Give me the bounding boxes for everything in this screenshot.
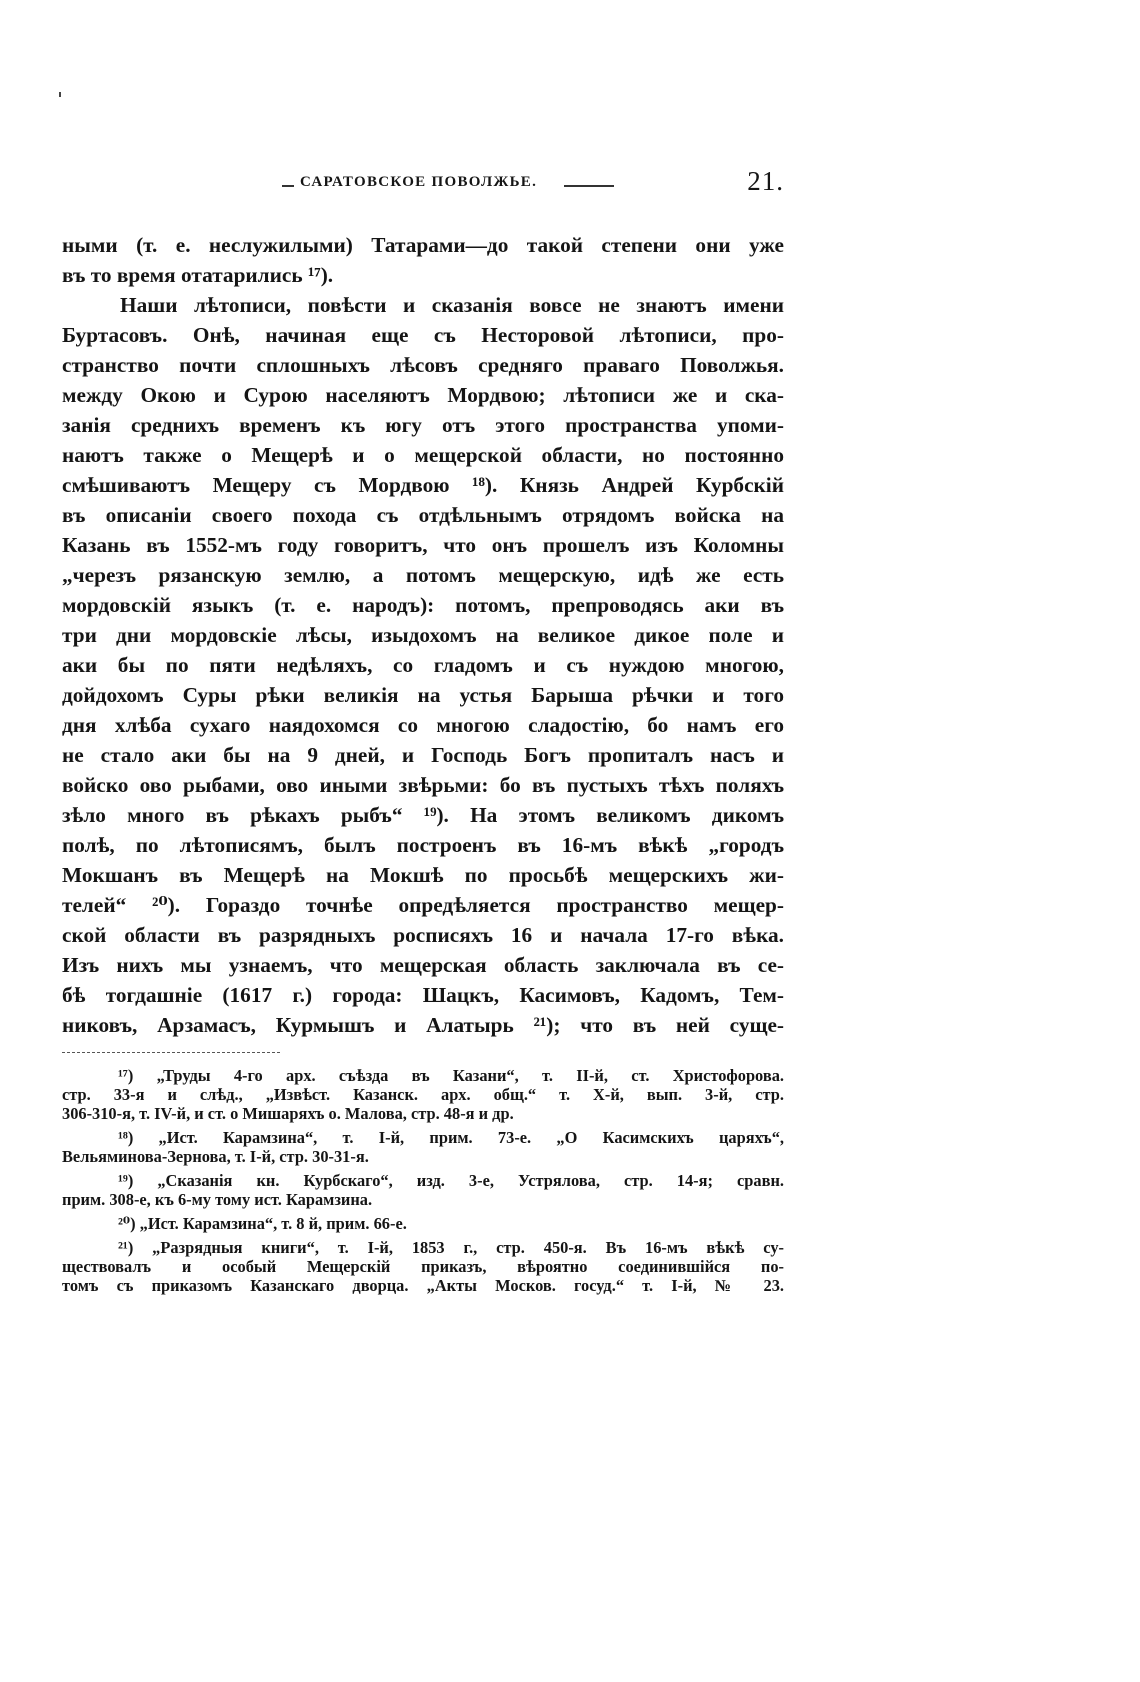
page-number: 21. [747,166,784,196]
header-dash-right [564,185,614,187]
text-line: Изъ нихъ мы узнаемъ, что мещерская область заключала въ се- [62,953,784,977]
footnote-line: стр. 33-я и слѣд., „Извѣст. Казанск. арх. общ.“ т. X-й, вып. 3-й, стр. [62,1085,784,1104]
text-line: мордовскій языкъ (т. е. народъ): потомъ, препроводясь аки въ [62,593,784,617]
text-line: Мокшанъ въ Мещерѣ на Мокшѣ по просьбѣ мещерскихъ жи- [62,863,784,887]
header-dash-left [282,185,294,187]
text-line: не стало аки бы на 9 дней, и Господь Богъ пропиталъ насъ и [62,743,784,767]
footnote-line: ¹⁹) „Сказанія кн. Курбскаго“, изд. 3-е, Устрялова, стр. 14-я; сравн. [118,1171,784,1190]
text-line: три дни мордовскіе лѣсы, изыдохомъ на великое дикое поле и [62,623,784,647]
footnote-18 [62,1128,784,1166]
footnote-19 [62,1171,784,1209]
text-line: въ то время отатарились ¹⁷). [62,263,334,287]
footnote-line: ²¹) „Разрядныя книги“, т. I-й, 1853 г., стр. 450-я. Въ 16-мъ вѣкѣ су- [118,1238,784,1257]
text-line: ными (т. е. неслужилыми) Татарами—до такой степени они уже [62,233,784,257]
footnote-line: томъ съ приказомъ Казанскаго дворца. „Акты Москов. госуд.“ т. I-й, № 23. [62,1276,784,1295]
footnote-21 [62,1238,784,1295]
text-line: въ описаніи своего похода съ отдѣльнымъ отрядомъ войска на [62,503,784,527]
text-line: войско ово рыбами, ово иными звѣрьми: бо въ пустыхъ тѣхъ поляхъ [62,773,784,797]
footnote-20 [62,1214,784,1233]
text-line: занія среднихъ временъ къ югу отъ этого пространства упоми- [62,413,784,437]
text-line: Буртасовъ. Онѣ, начиная еще съ Несторовой лѣтописи, про- [62,323,784,347]
main-text [62,230,784,1040]
text-line: никовъ, Арзамасъ, Курмышъ и Алатырь ²¹); что въ ней суще- [62,1013,784,1037]
footnote-line: 306-310-я, т. IV-й, и ст. о Мишаряхъ о. Малова, стр. 48-я и др. [62,1104,514,1123]
text-line: дойдохомъ Суры рѣки великія на устья Барыша рѣчки и того [62,683,784,707]
running-title: САРАТОВСКОЕ ПОВОЛЖЬЕ. [300,174,538,190]
text-line: аки бы по пяти недѣляхъ, со гладомъ и съ нуждою многою, [62,653,784,677]
footnote-line: Вельяминова-Зернова, т. I-й, стр. 30-31-я. [62,1147,369,1166]
running-header [234,168,784,200]
text-line: зѣло много въ рѣкахъ рыбъ“ ¹⁹). На этомъ великомъ дикомъ [62,803,784,827]
text-line: „черезъ рязанскую землю, а потомъ мещерскую, идѣ же есть [62,563,784,587]
text-line: между Окою и Сурою населяютъ Мордвою; лѣтописи же и ска- [62,383,784,407]
footnote-separator [62,1052,280,1053]
text-line: ской области въ разрядныхъ росписяхъ 16 и начала 17-го вѣка. [62,923,784,947]
footnote-line: прим. 308-е, къ 6-му тому ист. Карамзина. [62,1190,373,1209]
footnote-line: ²⁰) „Ист. Карамзина“, т. 8 й, прим. 66-е. [118,1214,407,1233]
footnote-17 [62,1066,784,1123]
footnote-line: ществовалъ и особый Мещерскій приказъ, вѣроятно соединившійся по- [62,1257,784,1276]
text-line: бѣ тогдашніе (1617 г.) города: Шацкъ, Касимовъ, Кадомъ, Тем- [62,983,784,1007]
footnote-line: ¹⁷) „Труды 4-го арх. съѣзда въ Казани“, т. II-й, ст. Христофорова. [118,1066,784,1085]
print-speck [59,92,61,97]
text-line: смѣшиваютъ Мещеру съ Мордвою ¹⁸). Князь Андрей Курбскій [62,473,784,497]
text-line: Казань въ 1552-мъ году говоритъ, что онъ прошелъ изъ Коломны [62,533,784,557]
text-line: наютъ также о Мещерѣ и о мещерской области, но постоянно [62,443,784,467]
footnotes [62,1066,784,1300]
text-line: полѣ, по лѣтописямъ, былъ построенъ въ 16-мъ вѣкѣ „городъ [62,833,784,857]
text-line: Наши лѣтописи, повѣсти и сказанія вовсе не знаютъ имени [120,293,784,317]
text-line: дня хлѣба сухаго наядохомся со многою сладостію, бо намъ его [62,713,784,737]
footnote-line: ¹⁸) „Ист. Карамзина“, т. I-й, прим. 73-е. „О Касимскихъ царяхъ“, [118,1128,784,1147]
text-line: телей“ ²⁰). Гораздо точнѣе опредѣляется пространство мещер- [62,893,784,917]
text-line: странство почти сплошныхъ лѣсовъ средняго праваго Поволжья. [62,353,784,377]
